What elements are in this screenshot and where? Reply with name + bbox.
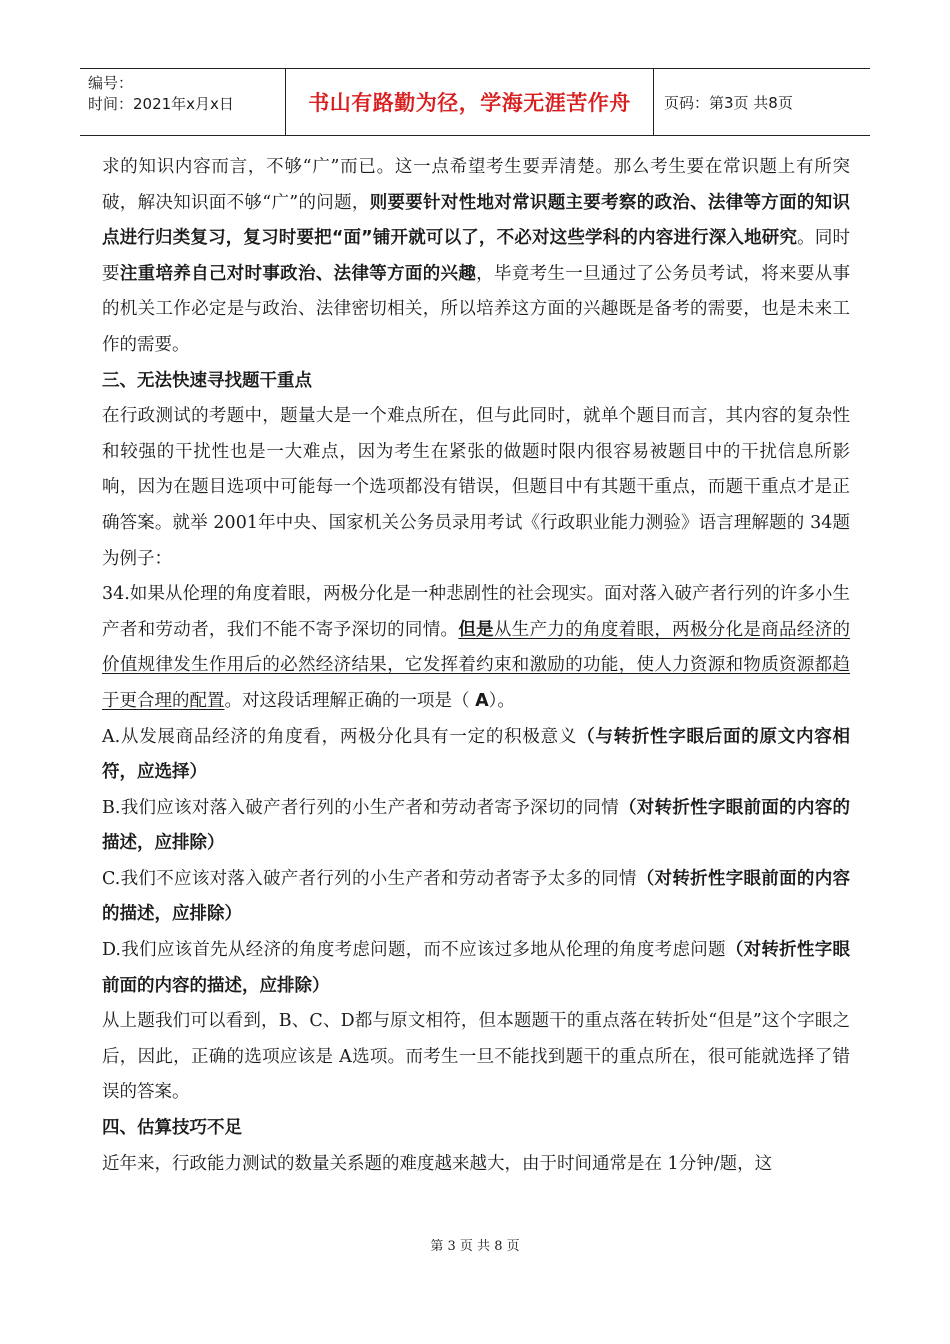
option-note: （对转折性字眼前面的内容的描述，应排除） [102, 940, 850, 996]
bold-emphasis: 则要要针对性地对常识题主要考察的政治、法律等方面的知识点进行归类复习，复习时要把“面”铺开就可以了，不必对这些学科的内容进行深入地研究 [102, 192, 850, 249]
underlined-keyword: 但是 [458, 619, 494, 640]
answer-letter: A [475, 690, 489, 711]
header-meta [80, 69, 286, 135]
option-b: B.我们应该对落入破产者行列的小生产者和劳动者寄予深切的同情（对转折性字眼前面的内容的描述，应排除） [102, 797, 851, 854]
option-c: C.我们不应该对落入破产者行列的小生产者和劳动者寄予太多的同情（对转折性字眼前面的内容的描述，应排除） [102, 868, 850, 925]
paragraph-question-intro: 在行政测试的考题中，题量大是一个难点所在，但与此同时，就单个题目而言，其内容的复杂性和较强的干扰性也是一大难点，因为考生在紧张的做题时限内很容易被题目中的干扰信息所影响，因为在题目选项中可能每一个选项都没有错误，但题目中有其题干重点，而题干重点才是正确答案。就举 2001年中央、国家机关公务员录用考试《行政职业能力测验》语言理解题的 34题为例子： [102, 406, 850, 569]
option-a: A.从发展商品经济的角度看，两极分化具有一定的积极意义（与转折性字眼后面的原文内容相符，应选择） [102, 726, 851, 783]
option-note: （与转折性字眼后面的原文内容相符，应选择） [102, 726, 851, 783]
underlined-passage: 从生产力的角度着眼，两极分化是商品经济的价值规律发生作用后的必然经济结果，它发挥着约束和激励的功能，使人力资源和物质资源都趋于更合理的配置 [102, 619, 851, 711]
paragraph-common-knowledge: 求的知识内容而言，不够“广”而已。这一点希望考生要弄清楚。那么考生要在常识题上有所突破，解决知识面不够“广”的问题，则要要针对性地对常识题主要考察的政治、法律等方面的知识点进行归类复习，复习时要把“面”铺开就可以了，不必对这些学科的内容进行深入地研究。同时要注重培养自己对时事政治、法律等方面的兴趣，毕竟考生一旦通过了公务员考试，将来要从事的机关工作必定是与政治、法律密切相关，所以培养这方面的兴趣既是备考的需要，也是未来工作的需要。 [102, 157, 851, 355]
option-note: （对转折性字眼前面的内容的描述，应排除） [102, 868, 850, 925]
header-motto: 书山有路勤为径，学海无涯苦作舟 [286, 69, 654, 135]
paragraph-analysis: 从上题我们可以看到，B、C、D都与原文相符，但本题题干的重点落在转折处“但是”这个字眼之后，因此，正确的选项应该是 A选项。而考生一旦不能找到题干的重点所在，很可能就选择了错误的答案。 [102, 1011, 850, 1103]
header-page-info: 页码：第3页 共8页 [664, 93, 793, 112]
header-time-label: 时间：2021年x月x日 [88, 95, 234, 113]
question-34: 34.如果从伦理的角度着眼，两极分化是一种悲剧性的社会现实。面对落入破产者行列的许多小生产者和劳动者，我们不能不寄予深切的同情。但是从生产力的角度着眼，两极分化是商品经济的价值规律发生作用后的必然经济结果，它发挥着约束和激励的功能，使人力资源和物质资源都趋于更合理的配置。对这段话理解正确的一项是（ A）。 [102, 584, 851, 711]
page-header [80, 68, 870, 136]
option-note: （对转折性字眼前面的内容的描述，应排除） [102, 797, 851, 854]
option-d: D.我们应该首先从经济的角度考虑问题，而不应该过多地从伦理的角度考虑问题（对转折性字眼前面的内容的描述，应排除） [102, 940, 850, 996]
document-body [102, 150, 850, 1182]
paragraph-estimation: 近年来，行政能力测试的数量关系题的难度越来越大，由于时间通常是在 1分钟/题，这 [102, 1153, 773, 1174]
section-heading-4: 四、估算技巧不足 [102, 1118, 242, 1139]
section-heading-3: 三、无法快速寻找题干重点 [102, 370, 312, 391]
bold-emphasis: 注重培养自己对时事政治、法律等方面的兴趣 [119, 263, 477, 284]
page-footer: 第 3 页 共 8 页 [430, 1239, 520, 1254]
header-number-label: 编号： [88, 74, 134, 92]
